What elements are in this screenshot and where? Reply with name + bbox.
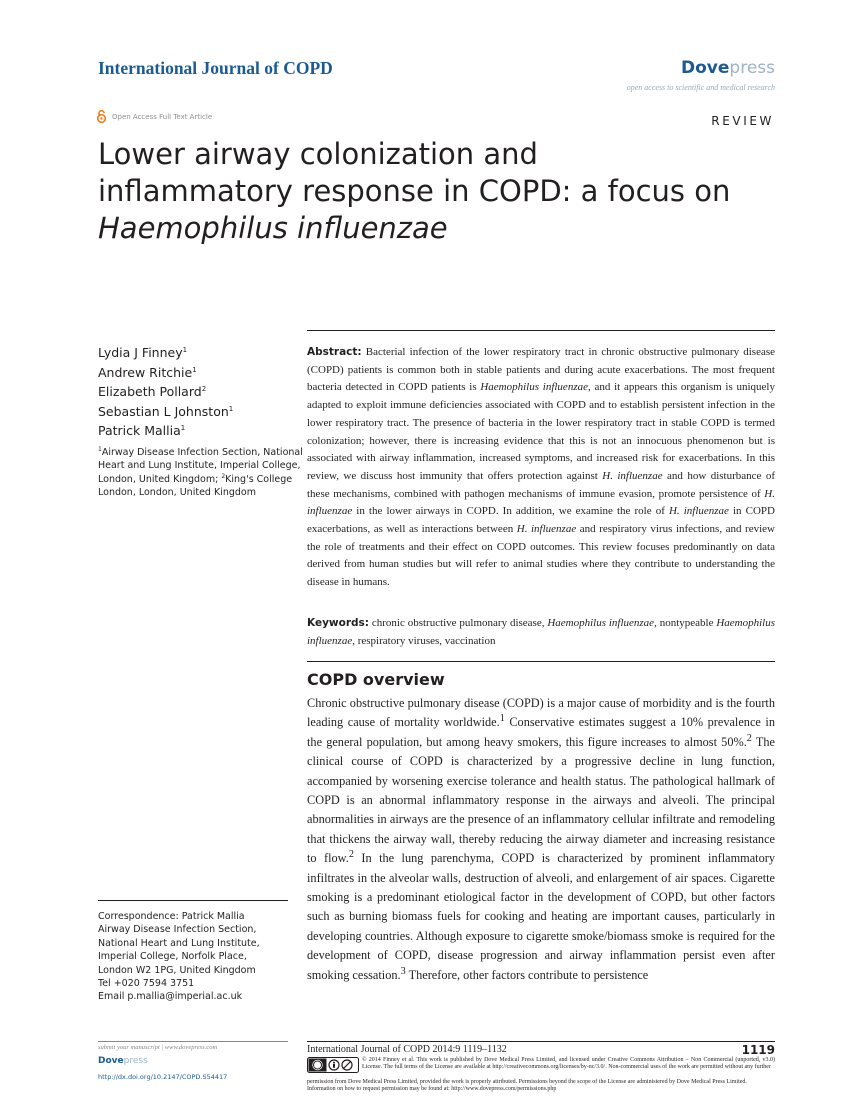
abstract-text: and how disturbance of these mechanisms, combined with pathogen mechanisms of immune evasion, promote persistence of xyxy=(307,469,775,500)
creative-commons-icon[interactable] xyxy=(307,1057,359,1073)
footer-publisher-logo[interactable] xyxy=(98,1056,148,1066)
footer-logo-dove: Dove xyxy=(98,1056,124,1066)
author[interactable] xyxy=(98,382,233,402)
article-title xyxy=(98,136,738,247)
affiliation-text: Airway Disease Infection Section, National Heart and Lung Institute, Imperial College, London, United Kingdom; xyxy=(98,447,303,485)
abstract-top-divider xyxy=(307,330,775,331)
author-affiliation-marker: 1 xyxy=(228,404,234,413)
abstract-text: in COPD exacerbations, as well as interactions between xyxy=(307,505,775,536)
author-affiliation-marker: 2 xyxy=(201,385,207,394)
author-name: Patrick Mallia xyxy=(98,423,181,439)
body-text: Chronic obstructive pulmonary disease (COPD) is a major cause of morbidity and is the fourth leading cause of mortality worldwide. xyxy=(307,696,775,730)
author-name: Lydia J Finney xyxy=(98,345,183,360)
affiliation-number: 1 xyxy=(98,445,102,453)
section-heading: COPD overview xyxy=(307,670,445,689)
submit-manuscript-link[interactable]: submit your manuscript | www.dovepress.com xyxy=(98,1044,218,1051)
correspondence-line: National Heart and Lung Institute, xyxy=(98,937,260,949)
author[interactable] xyxy=(98,363,233,383)
article-type: REVIEW xyxy=(711,114,774,128)
correspondence-divider xyxy=(98,900,288,901)
correspondence-label: Correspondence: Patrick Mallia xyxy=(98,911,245,922)
keywords-text: , respiratory viruses, vaccination xyxy=(352,634,496,647)
abstract-text: in the lower airways in COPD. In addition, we examine the role of xyxy=(352,505,669,518)
footer-logo-press: press xyxy=(123,1056,148,1066)
publisher-tagline: open access to scientific and medical research xyxy=(626,83,775,92)
keywords xyxy=(307,615,775,650)
publisher-logo-press: press xyxy=(729,58,775,78)
body-text: Conservative estimates suggest a 10% prevalence in the general population, but among heavy smokers, this figure increases to almost 50%. xyxy=(307,715,775,749)
author-name: Sebastian L Johnston xyxy=(98,403,229,419)
article-title-italic: Haemophilus influenzae xyxy=(98,211,448,245)
footer-divider xyxy=(307,1041,775,1042)
body-text: The clinical course of COPD is characterized by a progressive decline in lung function, accompanied by worsening exercise tolerance and health status. The pathological hallmark of COPD is an abnormal inflammatory response in the airways and alveoli. The principal abnormalities in airways are the presence of an inflammatory cellular infiltrate and remodeling that thickens the airway wall, thereby reducing the airway diameter and increasing resistance to flow. xyxy=(307,734,775,866)
author-affiliation-marker: 1 xyxy=(182,345,188,354)
open-access-lock-icon xyxy=(97,110,106,123)
author-list xyxy=(98,343,233,441)
correspondence xyxy=(98,910,303,1004)
correspondence-email[interactable]: Email p.mallia@imperial.ac.uk xyxy=(98,991,243,1003)
body-text: Therefore, other factors contribute to persistence xyxy=(405,967,649,982)
open-access-label xyxy=(97,110,212,123)
journal-title: International Journal of COPD xyxy=(98,58,333,78)
keywords-italic: Haemophilus influenzae xyxy=(307,617,775,647)
keywords-italic: Haemophilus influenzae xyxy=(547,617,655,629)
footer-left-divider xyxy=(98,1041,288,1042)
keywords-label: Keywords: xyxy=(307,617,369,629)
author-name: Andrew Ritchie xyxy=(98,364,193,380)
affiliation-text: King's College London, London, United Kingdom xyxy=(98,473,293,499)
author-affiliation-marker: 1 xyxy=(180,424,186,433)
body-text: In the lung parenchyma, COPD is characterized by prominent inflammatory infiltrates in the alveolar walls, destruction of alveoli, and enlargement of air spaces. Cigarette smoking is a predominant etiological factor in the development of COPD, but other factors such as burning biomass fuels for cooking and heating are important causes, particularly in developing countries. Although exposure to cigarette smoke/biomass smoke is required for the development of COPD, disease progression and airway inflammation persist even after smoking cessation. xyxy=(307,851,775,982)
footer-citation: International Journal of COPD 2014:9 1119–1132 xyxy=(307,1044,507,1055)
page-number: 1119 xyxy=(741,1043,775,1057)
correspondence-line: Imperial College, Norfolk Place, xyxy=(98,951,247,963)
publisher-logo-dove: Dove xyxy=(681,58,730,78)
author[interactable] xyxy=(98,402,233,422)
author[interactable] xyxy=(98,421,233,441)
abstract-italic: H. influenzae xyxy=(307,487,775,518)
abstract-text: Bacterial infection of the lower respiratory tract in chronic obstructive pulmonary disease (COPD) patients is common both in stable patients and during acute exacerbations. The most frequent bacteria detected in COPD patients is xyxy=(307,346,775,394)
correspondence-line: London W2 1PG, United Kingdom xyxy=(98,964,256,976)
abstract-italic: H. influenzae xyxy=(516,523,577,536)
publisher-logo[interactable] xyxy=(681,58,775,78)
article-title-text: Lower airway colonization and inflammatory response in COPD: a focus on xyxy=(98,137,731,208)
abstract xyxy=(307,344,775,592)
open-access-text: Open Access Full Text Article xyxy=(112,112,213,121)
correspondence-line: Airway Disease Infection Section, xyxy=(98,924,257,936)
author-name: Elizabeth Pollard xyxy=(98,384,202,400)
affiliations xyxy=(98,446,303,500)
affiliation-number: 2 xyxy=(221,472,226,480)
citation-ref[interactable]: 2 xyxy=(348,849,354,861)
abstract-text: and respiratory virus infections, and review the role of treatments and their effect on COPD outcomes. This review focuses predominantly on data derived from human studies but will refer to animal studies where they contribute to understanding the disease in humans. xyxy=(307,523,775,589)
abstract-italic: H. influenzae xyxy=(602,469,663,482)
abstract-text: , and it appears this organism is uniquely adapted to exploit immune deficiencies associated with COPD and to establish persistent infection in the lower respiratory tract. The presence of bacteria in the lower respiratory tract in stable COPD is termed colonization; however, there is increasing evidence that this is not an innocuous phenomenon but is associated with airway inflammation, increased symptoms, and increased risk for exacerbations. In this review, we discuss host immunity that offers protection against xyxy=(307,381,775,482)
abstract-label: Abstract: xyxy=(307,346,362,358)
author[interactable] xyxy=(98,343,233,363)
abstract-italic: H. influenzae xyxy=(668,505,729,518)
doi-link[interactable]: http://dx.doi.org/10.2147/COPD.S54417 xyxy=(98,1073,228,1081)
body-paragraph xyxy=(307,694,775,985)
author-affiliation-marker: 1 xyxy=(192,365,197,374)
license-text-continued: permission from Dove Medical Press Limited, provided the work is properly attributed. Permissions beyond the scope of the License are administered by Dove Medical Press Limited. Information on how to request permission may be found at: http://www.dovepress.com/permissions.php xyxy=(307,1079,747,1093)
abstract-bottom-divider xyxy=(307,661,775,662)
keywords-text: , nontypeable xyxy=(654,617,717,629)
keywords-text: chronic obstructive pulmonary disease, xyxy=(368,617,548,629)
correspondence-phone: Tel +020 7594 3751 xyxy=(98,978,195,990)
citation-ref[interactable]: 1 xyxy=(499,713,505,725)
citation-ref[interactable]: 2 xyxy=(746,732,752,744)
citation-ref[interactable]: 3 xyxy=(400,965,406,977)
abstract-italic: Haemophilus influenzae xyxy=(480,381,588,394)
license-text: © 2014 Finney et al. This work is published by Dove Medical Press Limited, and licensed under Creative Commons Attribution – Non Commercial (unported, v3.0) License. The full terms of the License are available at http://creativecommons.org/licenses/by-nc/3.0/. Non-commercial uses of the work are permitted without any further xyxy=(362,1057,775,1071)
